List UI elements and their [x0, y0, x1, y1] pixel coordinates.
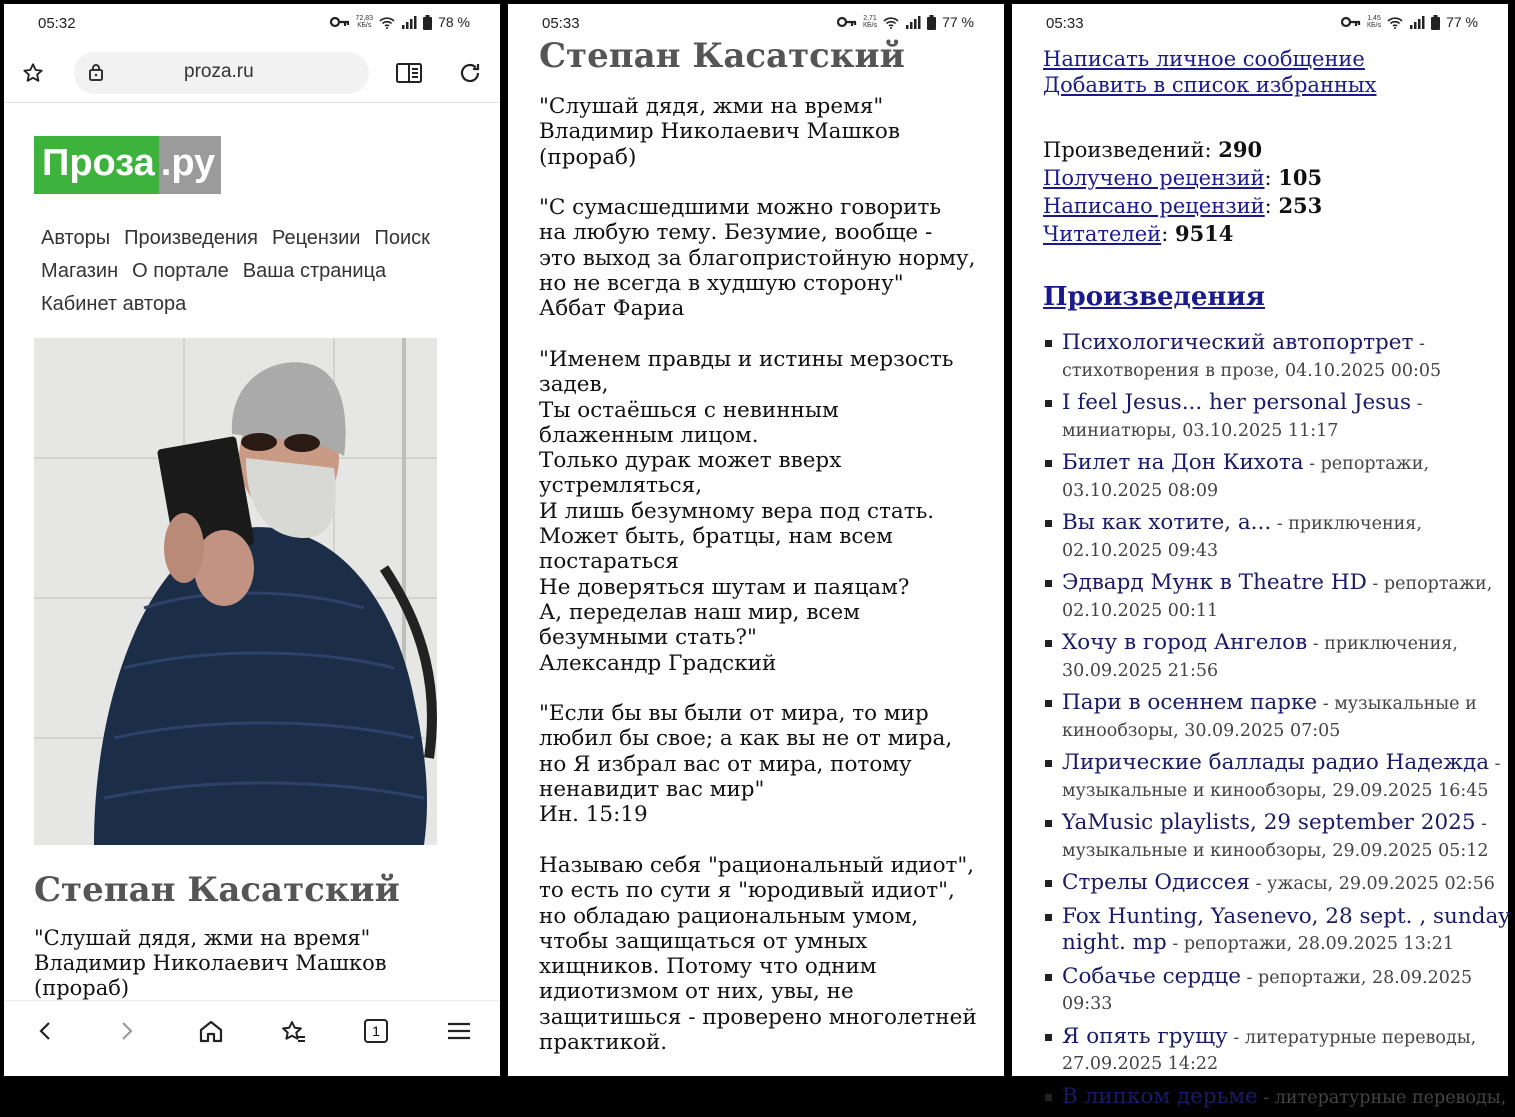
nav-authors[interactable]: Авторы — [41, 227, 111, 249]
bullet-icon — [1045, 760, 1052, 767]
bio-paragraph — [539, 195, 989, 321]
list-item — [1045, 1084, 1515, 1112]
list-item — [1045, 1024, 1515, 1078]
bio-line: задев, — [539, 372, 609, 398]
nav-reviews[interactable]: Рецензии — [271, 227, 361, 249]
bullet-icon — [1045, 340, 1052, 347]
bullet-icon — [1045, 1094, 1052, 1101]
bookmarks-icon[interactable] — [280, 1019, 306, 1045]
work-title-link[interactable]: Вы как хотите, а... — [1062, 510, 1272, 535]
send-message-link[interactable]: Написать личное сообщение — [1043, 47, 1365, 71]
bullet-icon — [1045, 1034, 1052, 1041]
list-item — [1045, 510, 1515, 564]
work-title-link[interactable]: Стрелы Одиссея — [1062, 870, 1250, 895]
bio-line: (прораб) — [34, 976, 130, 1000]
list-item — [1045, 330, 1515, 384]
author-bio-preview — [34, 926, 387, 1001]
bio-line: но обладаю рациональным умом, — [539, 903, 919, 929]
tab-count: 1 — [372, 1023, 380, 1039]
wifi-icon — [883, 16, 899, 29]
bio-line: но Я избрал вас от мира, потому — [539, 751, 912, 777]
works-list — [1045, 330, 1515, 1117]
work-meta: - миниатюры, 03.10.2025 11:17 — [1062, 394, 1423, 441]
wifi-icon — [379, 16, 395, 29]
nav-author-cabinet[interactable]: Кабинет автора — [41, 293, 187, 315]
bio-line: И лишь безумному вера под стать. — [539, 498, 935, 524]
bio-line: постараться — [539, 549, 679, 575]
bio-paragraph — [539, 853, 989, 1055]
work-title-link[interactable]: Я опять грущу — [1062, 1023, 1228, 1049]
bullet-icon — [1045, 820, 1052, 827]
work-title-link[interactable]: Эдвард Мунк в Theatre HD — [1062, 570, 1367, 595]
work-meta: - музыкальные и кинообзоры, 29.09.2025 05:12 — [1062, 814, 1489, 861]
bio-line: Называю себя "рациональный идиот", — [539, 852, 975, 878]
received-reviews-link[interactable]: Получено рецензий — [1043, 166, 1265, 190]
bio-line: то есть по сути я "юродивый идиот", — [539, 878, 955, 904]
bio-line: Ин. 15:19 — [539, 802, 648, 828]
bio-line: Владимир Николаевич Машков — [34, 951, 387, 975]
address-bar[interactable] — [74, 52, 369, 94]
battery-level: 77 % — [1446, 14, 1478, 30]
status-bar — [1012, 4, 1508, 40]
browser-panel-bio — [508, 4, 1004, 1076]
bio-line: "С сумасшедшими можно говорить — [539, 195, 942, 221]
signal-icon — [905, 16, 921, 29]
bio-paragraph — [539, 347, 989, 676]
readers-link[interactable]: Читателей — [1043, 222, 1162, 246]
status-bar — [4, 4, 500, 40]
list-item — [1045, 390, 1515, 444]
bio-line: блаженным лицом. — [539, 422, 759, 448]
work-title-link[interactable]: Собачье сердце — [1062, 963, 1241, 989]
battery-icon — [1431, 15, 1440, 30]
browser-panel-works — [1012, 4, 1511, 1109]
star-icon[interactable] — [22, 62, 44, 84]
stat-works: Произведений: 290 — [1043, 137, 1263, 162]
work-meta: - приключения, 30.09.2025 21:56 — [1062, 634, 1458, 681]
forward-icon[interactable] — [118, 1019, 136, 1043]
lock-icon — [88, 63, 104, 81]
battery-level: 78 % — [438, 14, 470, 30]
browser-toolbar — [4, 52, 500, 96]
bio-line: Аббат Фариа — [539, 296, 685, 322]
work-title-link[interactable]: Психологический автопортрет — [1062, 330, 1414, 355]
bio-line: это выход за благопристойную норму, — [539, 245, 976, 271]
bullet-icon — [1045, 914, 1052, 921]
work-title-link[interactable]: Хочу в город Ангелов — [1062, 630, 1308, 655]
stat-written-reviews: Написано рецензий: 253 — [1043, 193, 1323, 218]
bullet-icon — [1045, 640, 1052, 647]
bio-line: любил бы свое; а как вы не от мира, — [539, 726, 953, 752]
url-text: proza.ru — [184, 61, 254, 82]
bio-line: устремляться, — [539, 473, 703, 499]
battery-icon — [423, 15, 432, 30]
list-item — [1045, 570, 1515, 624]
stat-readers: Читателей: 9514 — [1043, 221, 1234, 246]
bio-line: Александр Градский — [539, 650, 777, 676]
bio-line: А, переделав наш мир, всем — [539, 599, 860, 625]
nav-your-page[interactable]: Ваша страница — [242, 260, 387, 282]
work-meta: - литературные переводы, 27.09.2025 14:22 — [1062, 1027, 1477, 1074]
key-icon — [837, 16, 857, 28]
site-logo[interactable]: Проза .ру — [34, 136, 221, 194]
work-title-link[interactable]: В липком дерьме — [1062, 1083, 1258, 1109]
site-nav — [41, 222, 481, 321]
toolbar-divider — [4, 102, 500, 103]
list-item — [1045, 964, 1515, 1018]
author-actions — [1043, 46, 1377, 98]
list-item — [1045, 750, 1515, 804]
author-photo — [34, 338, 437, 845]
status-time: 05:33 — [1046, 15, 1084, 32]
bio-line: безумными стать?" — [539, 625, 757, 651]
signal-icon — [1409, 16, 1425, 29]
bullet-icon — [1045, 460, 1052, 467]
add-favorites-link[interactable]: Добавить в список избранных — [1043, 73, 1377, 97]
list-item — [1045, 690, 1515, 744]
reload-icon[interactable] — [458, 61, 482, 85]
key-icon — [330, 16, 350, 28]
list-item — [1045, 450, 1515, 504]
work-title-link[interactable]: Пари в осеннем парке — [1062, 690, 1318, 715]
bullet-icon — [1045, 400, 1052, 407]
bullet-icon — [1045, 880, 1052, 887]
bio-line: защитишься - проверено многолетней — [539, 1004, 977, 1030]
list-item — [1045, 630, 1515, 684]
bio-line: Владимир Николаевич Машков — [539, 119, 900, 145]
browser-bottom-nav — [4, 1000, 500, 1076]
bio-line: Только дурак может вверх — [539, 448, 842, 474]
work-title-link[interactable]: I feel Jesus... her personal Jesus — [1062, 390, 1412, 415]
signal-icon — [401, 16, 417, 29]
work-meta: - репортажи, 03.10.2025 08:09 — [1062, 454, 1430, 501]
bio-line: "Слушай дядя, жми на время" — [34, 926, 371, 950]
work-title-link[interactable]: YaMusic playlists, 29 september 2025 — [1062, 810, 1476, 835]
work-meta: - репортажи, 28.09.2025 13:21 — [1166, 934, 1454, 954]
list-item — [1045, 904, 1515, 958]
key-icon — [1341, 16, 1361, 28]
work-meta: - приключения, 02.10.2025 09:43 — [1062, 514, 1422, 561]
tabs-icon[interactable] — [364, 1019, 388, 1043]
bio-paragraph — [539, 701, 989, 827]
work-meta: - репортажи, 02.10.2025 00:11 — [1062, 574, 1493, 621]
net-speed: 72,83 КБ/s — [355, 15, 374, 29]
bio-line: "Если бы вы были от мира, то мир — [539, 701, 929, 727]
bio-line: Может быть, братцы, нам всем — [539, 524, 893, 550]
bio-line: идиотизмом от них, увы, не — [539, 979, 854, 1005]
bio-paragraph — [539, 94, 989, 170]
net-speed: 1,45 КБ/s — [1366, 15, 1382, 29]
stat-received-reviews: Получено рецензий: 105 — [1043, 165, 1323, 190]
work-title-link[interactable]: Fox Hunting, Yasenevo, 28 sept. , sunday night. mp — [1062, 903, 1511, 955]
status-time: 05:32 — [38, 15, 76, 32]
work-meta: - музыкальные и кинообзоры, 29.09.2025 16:45 — [1062, 754, 1501, 801]
bio-line: "Слушай дядя, жми на время" — [539, 94, 884, 119]
list-item — [1045, 810, 1515, 864]
browser-panel-home — [4, 4, 500, 1076]
nav-shop[interactable]: Магазин — [41, 260, 119, 282]
bio-line: практикой. — [539, 1029, 668, 1055]
nav-works[interactable]: Произведения — [124, 227, 258, 249]
work-meta: - репортажи, 28.09.2025 09:33 — [1062, 967, 1473, 1014]
bullet-icon — [1045, 520, 1052, 527]
work-meta: - ужасы, 29.09.2025 02:56 — [1250, 874, 1495, 894]
bio-line: на любую тему. Безумие, вообще - — [539, 220, 933, 246]
battery-icon — [927, 15, 936, 30]
bio-line: Ты остаёшься с невинным — [539, 397, 839, 423]
work-title-link[interactable]: Лирические баллады радио Надежда — [1062, 750, 1490, 775]
work-title-link[interactable]: Билет на Дон Кихота — [1062, 450, 1304, 475]
bio-line: "Именем правды и истины мерзость — [539, 346, 954, 372]
bio-line: хищников. Потому что одним — [539, 954, 877, 980]
battery-level: 77 % — [942, 14, 974, 30]
bullet-icon — [1045, 700, 1052, 707]
bio-line: но не всегда в худшую сторону" — [539, 271, 904, 297]
back-icon[interactable] — [36, 1019, 54, 1043]
author-name: Степан Касатский — [539, 36, 905, 76]
author-stats — [1043, 136, 1322, 248]
bullet-icon — [1045, 974, 1052, 981]
work-meta: - стихотворения в прозе, 04.10.2025 00:05 — [1062, 334, 1442, 381]
net-speed: 2,71 КБ/s — [862, 15, 878, 29]
menu-icon[interactable] — [446, 1021, 472, 1041]
work-meta: - литературные переводы, — [1257, 1087, 1507, 1108]
nav-about[interactable]: О портале — [132, 260, 229, 282]
bio-line: Не доверяться шутам и паяцам? — [539, 574, 910, 600]
bio-line: чтобы защищаться от умных — [539, 928, 868, 954]
work-meta: - музыкальные и кинообзоры, 30.09.2025 07:05 — [1062, 694, 1477, 741]
nav-search[interactable]: Поиск — [374, 227, 430, 249]
reader-mode-icon[interactable] — [396, 63, 422, 83]
works-heading[interactable]: Произведения — [1043, 282, 1265, 312]
wifi-icon — [1387, 16, 1403, 29]
author-name: Степан Касатский — [34, 870, 400, 910]
bullet-icon — [1045, 580, 1052, 587]
list-item — [1045, 870, 1515, 898]
bio-line: ненавидит вас мир" — [539, 777, 765, 803]
status-time: 05:33 — [542, 15, 580, 32]
bio-line: (прораб) — [539, 144, 637, 170]
written-reviews-link[interactable]: Написано рецензий — [1043, 194, 1265, 218]
author-bio — [539, 94, 989, 1081]
status-bar — [508, 4, 1004, 40]
home-icon[interactable] — [198, 1019, 224, 1043]
